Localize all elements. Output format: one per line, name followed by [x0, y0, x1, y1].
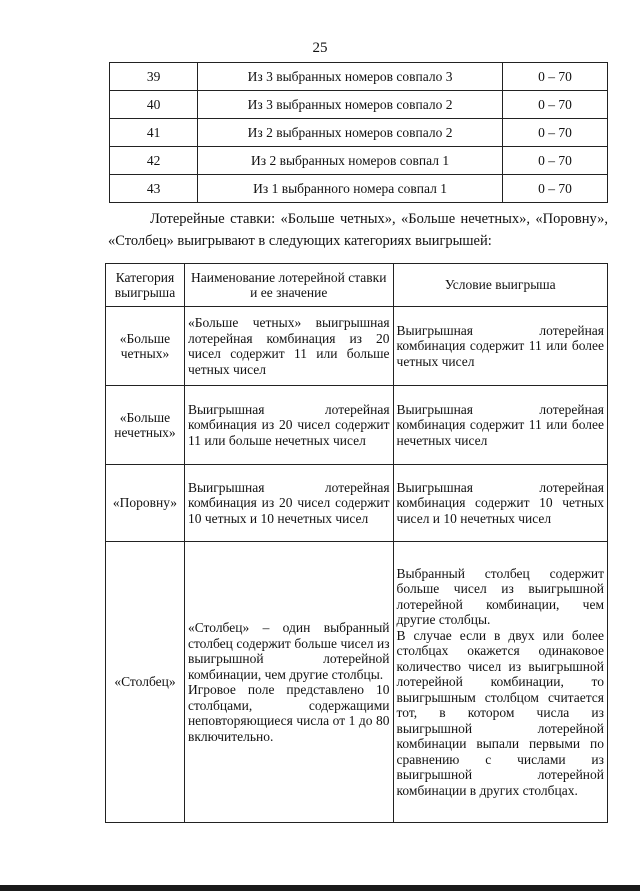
- table-row: [110, 175, 608, 203]
- category-description: Из 2 выбранных номеров совпало 2: [198, 119, 503, 147]
- category-number: 42: [110, 147, 198, 175]
- row-category: «Больше четных»: [106, 307, 185, 386]
- category-range: 0 – 70: [502, 63, 607, 91]
- category-range: 0 – 70: [502, 147, 607, 175]
- row-condition: Выигрышная лотерейная комбинация содержит 10 четных чисел и 10 нечетных чисел: [393, 465, 607, 542]
- category-description: Из 3 выбранных номеров совпало 3: [198, 63, 503, 91]
- row-condition: [393, 542, 607, 823]
- row-name: «Больше четных» выигрышная лотерейная комбинация из 20 чисел содержит 11 или больше четных чисел: [184, 307, 393, 386]
- bet-categories-table: [105, 263, 608, 823]
- category-number: 40: [110, 91, 198, 119]
- row-condition: Выигрышная лотерейная комбинация содержит 11 или более четных чисел: [393, 307, 607, 386]
- category-description: Из 3 выбранных номеров совпало 2: [198, 91, 503, 119]
- winning-categories-table-continued: [109, 62, 608, 203]
- category-range: 0 – 70: [502, 175, 607, 203]
- row-name: Выигрышная лотерейная комбинация из 20 чисел содержит 11 или больше нечетных чисел: [184, 386, 393, 465]
- category-number: 41: [110, 119, 198, 147]
- row-category: «Столбец»: [106, 542, 185, 823]
- category-description: Из 1 выбранного номера совпал 1: [198, 175, 503, 203]
- intro-paragraph: Лотерейные ставки: «Больше четных», «Больше нечетных», «Поровну», «Столбец» выигрывают в следующих категориях выигрышей:: [108, 211, 608, 249]
- header-category: Категория выигрыша: [106, 264, 185, 307]
- table-row: [110, 63, 608, 91]
- header-name: Наименование лотерейной ставки и ее значение: [184, 264, 393, 307]
- category-number: 39: [110, 63, 198, 91]
- name-paragraph: «Столбец» – один выбранный столбец содержит больше чисел из выигрышной лотерейной комбинации, чем другие столбцы.: [187, 620, 390, 682]
- table-row: [106, 307, 608, 386]
- row-name: [184, 542, 393, 823]
- row-condition: Выигрышная лотерейная комбинация содержит 11 или более нечетных чисел: [393, 386, 607, 465]
- category-number: 43: [110, 175, 198, 203]
- name-paragraph: Игровое поле представлено 10 столбцами, содержащими неповторяющиеся числа от 1 до 80 включительно.: [187, 682, 390, 744]
- condition-paragraph: В случае если в двух или более столбцах окажется одинаковое количество чисел из выигрышной лотерейной комбинации, то выигрышным столбцом считается тот, в котором числа из выигрышной лотерейной комбинации выпали первыми по сравнению с числами из выигрышной лотерейной комбинации в других столбцах.: [396, 627, 604, 798]
- condition-paragraph: Выбранный столбец содержит больше чисел из выигрышной лотерейной комбинации, чем другие столбцы.: [396, 565, 604, 628]
- table-row: [106, 386, 608, 465]
- table-header-row: [106, 264, 608, 307]
- row-category: «Больше нечетных»: [106, 386, 185, 465]
- table-row: [106, 542, 608, 823]
- category-range: 0 – 70: [502, 119, 607, 147]
- scan-border: [0, 885, 640, 891]
- page-number: 25: [312, 40, 328, 56]
- row-category: «Поровну»: [106, 465, 185, 542]
- table-row: [110, 91, 608, 119]
- header-condition: Условие выигрыша: [393, 264, 607, 307]
- category-range: 0 – 70: [502, 91, 607, 119]
- table-row: [110, 119, 608, 147]
- table-row: [106, 465, 608, 542]
- table-row: [110, 147, 608, 175]
- row-name: Выигрышная лотерейная комбинация из 20 чисел содержит 10 четных и 10 нечетных чисел: [184, 465, 393, 542]
- category-description: Из 2 выбранных номеров совпал 1: [198, 147, 503, 175]
